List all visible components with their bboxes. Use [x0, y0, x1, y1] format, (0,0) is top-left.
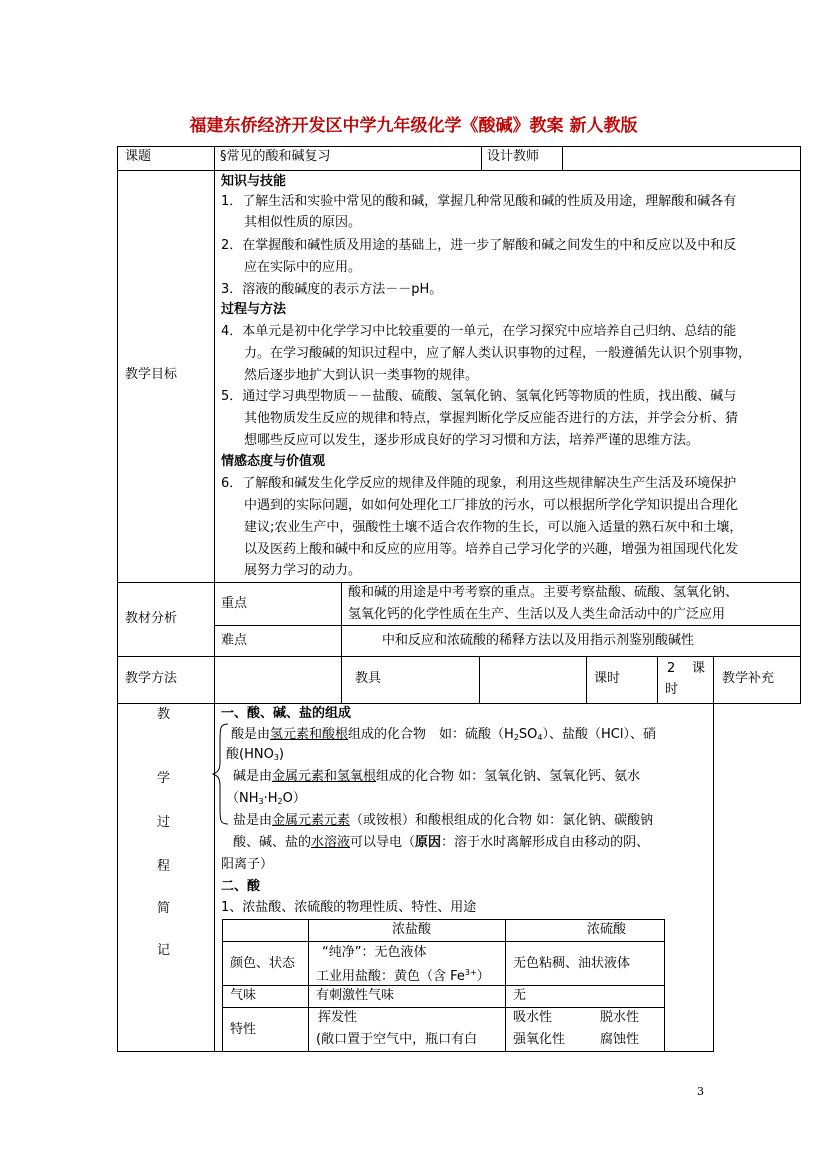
table-cell: 强氧化性 [513, 1032, 566, 1047]
column-header: 浓硫酸 [587, 922, 627, 937]
process-label-char: 程 [157, 859, 171, 874]
base-definition: 碱是由金属元素和氢氧根组成的化合物 如：氢氧化钠、氢氧化钙、氨水 [233, 769, 641, 784]
row-label: 气味 [230, 988, 257, 1003]
conductivity-note: 酸、碱、盐的水溶液可以导电（原因：溶于水时离解形成自由移动的阴、 [233, 835, 650, 850]
tools-label: 教具 [355, 671, 382, 686]
table-cell: 无 [513, 988, 527, 1003]
goal-item: 然后逐步地扩大到认识一类事物的规律。 [244, 368, 479, 383]
goal-item: 5．通过学习典型物质－－盐酸、硫酸、氢氧化钠、氢氧化钙等物质的性质，找出酸、碱与 [221, 389, 737, 404]
table-cell: 工业用盐酸：黄色（含 $Fe^{3+}$） [316, 968, 490, 984]
key-point-label: 重点 [221, 596, 248, 611]
hours-unit: 时 [665, 682, 679, 697]
hours-unit: 课 [692, 661, 706, 676]
salt-definition: 盐是由金属元素元素（或铵根）和酸根组成的化合物 如：氯化钠、碳酸钠 [233, 813, 654, 828]
analysis-label: 教材分析 [125, 611, 178, 626]
row-label: 颜色、状态 [230, 956, 296, 971]
paragraph: 1、浓盐酸、浓硫酸的物理性质、特性、用途 [221, 900, 477, 915]
goal-item: 以及医药上酸和碱中和反应的应用等。培养自己学习化学的兴趣，增强为祖国现代化发 [244, 542, 739, 557]
document-title: 福建东侨经济开发区中学九年级化学《酸碱》教案 新人教版 [189, 116, 638, 136]
goal-item: 其他物质发生反应的规律和特点，掌握判断化学反应能否进行的方法，并学会分析、猜 [244, 411, 739, 426]
goal-item: 中遇到的实际问题，如如何处理化工厂排放的污水，可以根据所学化学知识提出合理化 [244, 498, 739, 513]
key-point-text: 酸和碱的用途是中考考察的重点。主要考察盐酸、硫酸、氢氧化钠、 [348, 585, 739, 600]
table-cell: 有刺激性气味 [316, 988, 395, 1003]
hours-value: 2 [667, 661, 676, 676]
goals-heading-knowledge: 知识与技能 [221, 174, 287, 189]
goal-item: 6．了解酸和碱发生化学反应的规律及伴随的现象，利用这些规律解决生产生活及环境保护 [221, 476, 737, 491]
designer-label: 设计教师 [487, 149, 540, 164]
row-label: 特性 [230, 1022, 257, 1037]
page-number: 3 [697, 1085, 704, 1098]
goal-item: 2．在掌握酸和碱性质及用途的基础上，进一步了解酸和碱之间发生的中和反应以及中和反 [221, 238, 737, 253]
acid-definition: 酸是由氢元素和酸根组成的化合物 如：硫酸$(H_2SO_4)$、盐酸（HCl）、硝 [231, 727, 656, 742]
goal-item: 4．本单元是初中化学学习中比较重要的一单元，在学习探究中应培养自己归纳、总结的能 [221, 324, 737, 339]
section-heading: 二、酸 [221, 879, 261, 894]
topic-label: 课题 [125, 149, 152, 164]
table-cell: (敞口置于空气中，瓶口有白 [316, 1032, 478, 1047]
goals-label: 教学目标 [125, 367, 178, 382]
goal-item: 应在实际中的应用。 [244, 260, 362, 275]
goal-item: 建议;农业生产中，强酸性土壤不适合农作物的生长，可以施入适量的熟石灰中和土壤， [244, 520, 743, 535]
goal-item: 展努力学习的动力。 [244, 563, 362, 578]
difficulty-text: 中和反应和浓硫酸的稀释方法以及用指示剂鉴别酸碱性 [382, 633, 695, 648]
process-label-char: 简 [157, 901, 171, 916]
goal-item: 3．溶液的酸碱度的表示方法－－pH。 [221, 282, 443, 297]
acid-definition: 酸$(HNO_3)$ [226, 747, 284, 762]
goals-heading-process: 过程与方法 [221, 302, 287, 317]
process-label-char: 教 [157, 707, 171, 722]
table-cell: 无色粘稠、油状液体 [513, 956, 631, 971]
difficulty-label: 难点 [221, 633, 248, 648]
column-header: 浓盐酸 [392, 922, 432, 937]
table-cell: “纯净”：无色液体 [322, 945, 427, 960]
process-label-char: 过 [157, 815, 171, 830]
conductivity-note: 阳离子） [221, 857, 274, 872]
table-cell: 脱水性 [600, 1010, 640, 1025]
table-cell: 吸水性 [513, 1010, 553, 1025]
section-heading: 一、酸、碱、盐的组成 [221, 706, 352, 721]
table-cell: 腐蚀性 [600, 1032, 640, 1047]
goals-heading-attitude: 情感态度与价值观 [221, 454, 326, 469]
topic-value: §常见的酸和碱复习 [220, 149, 331, 164]
process-label-char: 学 [157, 771, 171, 786]
base-definition: $(NH_3\cdot H_2O)$ [226, 791, 306, 806]
goal-item: 想哪些反应可以发生，逐步形成良好的学习习惯和方法，培养严谨的思维方法。 [244, 433, 700, 448]
goal-item: 其相似性质的原因。 [244, 215, 362, 230]
methods-label: 教学方法 [125, 671, 178, 686]
goal-item: 1．了解生活和实验中常见的酸和碱，掌握几种常见酸和碱的性质及用途，理解酸和碱各有 [221, 194, 737, 209]
table-cell: 挥发性 [318, 1010, 358, 1025]
goal-item: 力。在学习酸碱的知识过程中，应了解人类认识事物的过程，一般遵循先认识个别事物， [244, 346, 752, 361]
hours-label: 课时 [594, 671, 621, 686]
process-label-char: 记 [157, 943, 171, 958]
supplement-label: 教学补充 [722, 671, 775, 686]
key-point-text: 氢氧化钙的化学性质在生产、生活以及人类生命活动中的广泛应用 [348, 607, 726, 622]
